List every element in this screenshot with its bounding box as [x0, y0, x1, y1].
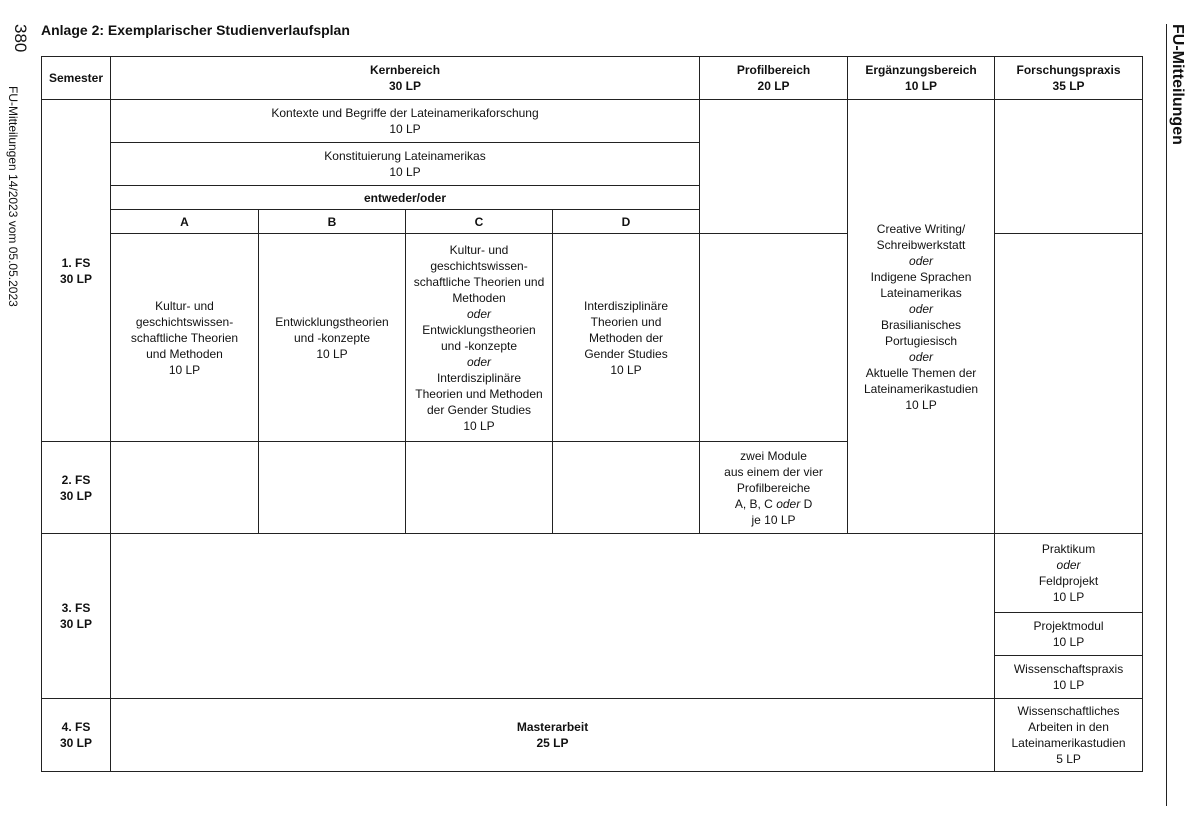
option-c-lp: 10 LP — [463, 418, 495, 433]
right-margin-rule — [1166, 24, 1167, 806]
option-c-line: Theorien und Methoden — [415, 386, 543, 401]
document-title: Anlage 2: Exemplarischer Studienverlaufsplan — [41, 22, 350, 38]
option-b-module — [259, 234, 406, 442]
option-c-line: Interdisziplinäre — [436, 370, 522, 385]
header-semester: Semester — [42, 57, 111, 100]
semester-4-label: 4. FS — [61, 720, 91, 734]
module-konstituierung-lp: 10 LP — [389, 165, 421, 179]
profil-line: aus einem der vier — [724, 464, 823, 479]
option-c-module — [406, 234, 553, 442]
module-konstituierung-name: Konstituierung Lateinamerikas — [324, 149, 486, 163]
option-c-line: geschichtswissen- — [430, 258, 528, 273]
option-a-lp: 10 LP — [168, 362, 201, 377]
option-c-or-1: oder — [466, 306, 492, 321]
option-c-line: Methoden — [452, 290, 506, 305]
masterarbeit-lp: 25 LP — [536, 736, 569, 750]
profil-lp: je 10 LP — [751, 512, 796, 527]
header-forschungspraxis-name: Forschungspraxis — [1016, 63, 1121, 77]
praktikum-lp: 10 LP — [1052, 590, 1085, 604]
ergaenzung-lp: 10 LP — [905, 397, 937, 412]
sem3-empty-area — [111, 534, 995, 699]
option-c-line: und -konzepte — [440, 338, 518, 353]
option-a-label: A — [111, 210, 259, 234]
option-d-line: Interdisziplinäre — [583, 298, 669, 313]
ergaenzung-opt3-line2: Portugiesisch — [885, 333, 958, 348]
profil-empty-sem1 — [700, 234, 848, 442]
header-kernbereich-name: Kernbereich — [370, 63, 441, 77]
praktikum-or: oder — [1056, 558, 1081, 572]
page-number: 380 — [11, 24, 30, 53]
option-a-line: geschichtswissen- — [135, 314, 234, 329]
wiss-arbeiten-line: Arbeiten in den — [1028, 720, 1109, 734]
module-masterarbeit — [111, 699, 995, 772]
option-b-line: Entwicklungstheorien — [275, 314, 389, 329]
module-ergaenzung — [848, 100, 995, 534]
profil-empty-cell — [700, 100, 848, 234]
forschung-empty-top — [995, 100, 1143, 234]
option-a-line: und Methoden — [146, 346, 223, 361]
header-forschungspraxis — [995, 57, 1143, 100]
option-c-label: C — [406, 210, 553, 234]
option-c-line: der Gender Studies — [426, 402, 532, 417]
option-d-line: Theorien und — [590, 314, 662, 329]
header-profilbereich-name: Profilbereich — [736, 63, 811, 77]
study-plan-table — [41, 56, 1143, 772]
wiss-arbeiten-line: Wissenschaftliches — [1017, 704, 1120, 718]
semester-1 — [42, 100, 111, 442]
ergaenzung-opt2-line2: Lateinamerikas — [880, 285, 962, 300]
option-d-line: Methoden der — [588, 330, 664, 345]
module-kontexte-lp: 10 LP — [389, 122, 421, 136]
option-d-label: D — [553, 210, 700, 234]
praktikum-alt: Feldprojekt — [1038, 574, 1099, 588]
option-b-lp: 10 LP — [316, 346, 348, 361]
module-projektmodul — [995, 613, 1143, 656]
semester-1-lp: 30 LP — [59, 271, 92, 286]
option-d-line: Gender Studies — [584, 346, 668, 361]
profil-letters-abc: A, B, C — [734, 496, 773, 511]
option-a-line: schaftliche Theorien — [130, 330, 239, 345]
header-profilbereich — [700, 57, 848, 100]
semester-4 — [42, 699, 111, 772]
semester-3-label: 3. FS — [61, 601, 91, 615]
ergaenzung-opt4-line1: Aktuelle Themen der — [865, 365, 977, 380]
header-ergaenzungsbereich-name: Ergänzungsbereich — [865, 63, 977, 77]
profil-line: Profilbereiche — [736, 480, 811, 495]
wiss-arbeiten-lp: 5 LP — [1056, 752, 1081, 766]
profil-letters — [704, 496, 843, 512]
option-d-lp: 10 LP — [610, 362, 642, 377]
semester-2-label: 2. FS — [61, 472, 91, 487]
profil-line: zwei Module — [740, 448, 807, 463]
module-praktikum — [995, 534, 1143, 613]
semester-1-label: 1. FS — [61, 255, 91, 270]
option-d-module — [553, 234, 700, 442]
option-b-line: und -konzepte — [293, 330, 371, 345]
module-wissenschaftspraxis — [995, 656, 1143, 699]
header-kernbereich-lp: 30 LP — [389, 79, 422, 93]
module-kontexte-name: Kontexte und Begriffe der Lateinamerikaforschung — [271, 106, 539, 120]
projektmodul-lp: 10 LP — [1052, 635, 1085, 649]
header-ergaenzungsbereich-lp: 10 LP — [905, 79, 938, 93]
header-forschungspraxis-lp: 35 LP — [1052, 79, 1085, 93]
module-profilbereich — [700, 442, 848, 534]
ergaenzung-opt4-line2: Lateinamerikastudien — [863, 381, 979, 396]
praktikum-name: Praktikum — [1041, 542, 1096, 556]
semester-3-lp: 30 LP — [59, 617, 92, 631]
semester-4-lp: 30 LP — [59, 736, 92, 750]
option-c-or-2: oder — [466, 354, 492, 369]
sem2-empty-b — [259, 442, 406, 534]
semester-2-lp: 30 LP — [59, 488, 92, 503]
profil-or: oder — [776, 496, 801, 511]
forschung-empty-mid — [995, 234, 1143, 534]
header-kernbereich — [111, 57, 700, 100]
module-wiss-arbeiten — [995, 699, 1143, 772]
sem2-empty-a — [111, 442, 259, 534]
wiss-arbeiten-line: Lateinamerikastudien — [1011, 736, 1126, 750]
option-b-label: B — [259, 210, 406, 234]
projektmodul-name: Projektmodul — [1033, 619, 1104, 633]
semester-3 — [42, 534, 111, 699]
option-a-module — [111, 234, 259, 442]
ergaenzung-opt1-line2: Schreibwerkstatt — [876, 237, 966, 252]
sem2-empty-d — [553, 442, 700, 534]
side-citation: FU-Mitteilungen 14/2023 vom 05.05.2023 — [6, 86, 20, 307]
ergaenzung-or-1: oder — [909, 253, 934, 268]
wissenschaftspraxis-name: Wissenschaftspraxis — [1013, 662, 1124, 676]
option-c-line: Entwicklungstheorien — [422, 322, 536, 337]
ergaenzung-opt1-line1: Creative Writing/ — [876, 221, 966, 236]
journal-name: FU-Mitteilungen — [1169, 24, 1186, 145]
sem2-empty-c — [406, 442, 553, 534]
ergaenzung-opt2-line1: Indigene Sprachen — [870, 269, 972, 284]
ergaenzung-opt3-line1: Brasilianisches — [881, 317, 962, 332]
ergaenzung-or-3: oder — [909, 349, 934, 364]
profil-letter-d: D — [803, 496, 813, 511]
option-c-line: schaftliche Theorien und — [413, 274, 545, 289]
wissenschaftspraxis-lp: 10 LP — [1052, 678, 1085, 692]
header-profilbereich-lp: 20 LP — [757, 79, 790, 93]
choice-label: entweder/oder — [111, 186, 700, 210]
semester-2 — [42, 442, 111, 534]
ergaenzung-or-2: oder — [909, 301, 934, 316]
header-ergaenzungsbereich — [848, 57, 995, 100]
masterarbeit-name: Masterarbeit — [516, 720, 589, 734]
module-kontexte — [111, 100, 700, 143]
module-konstituierung — [111, 143, 700, 186]
option-a-line: Kultur- und — [155, 298, 214, 313]
option-c-line: Kultur- und — [449, 242, 509, 257]
